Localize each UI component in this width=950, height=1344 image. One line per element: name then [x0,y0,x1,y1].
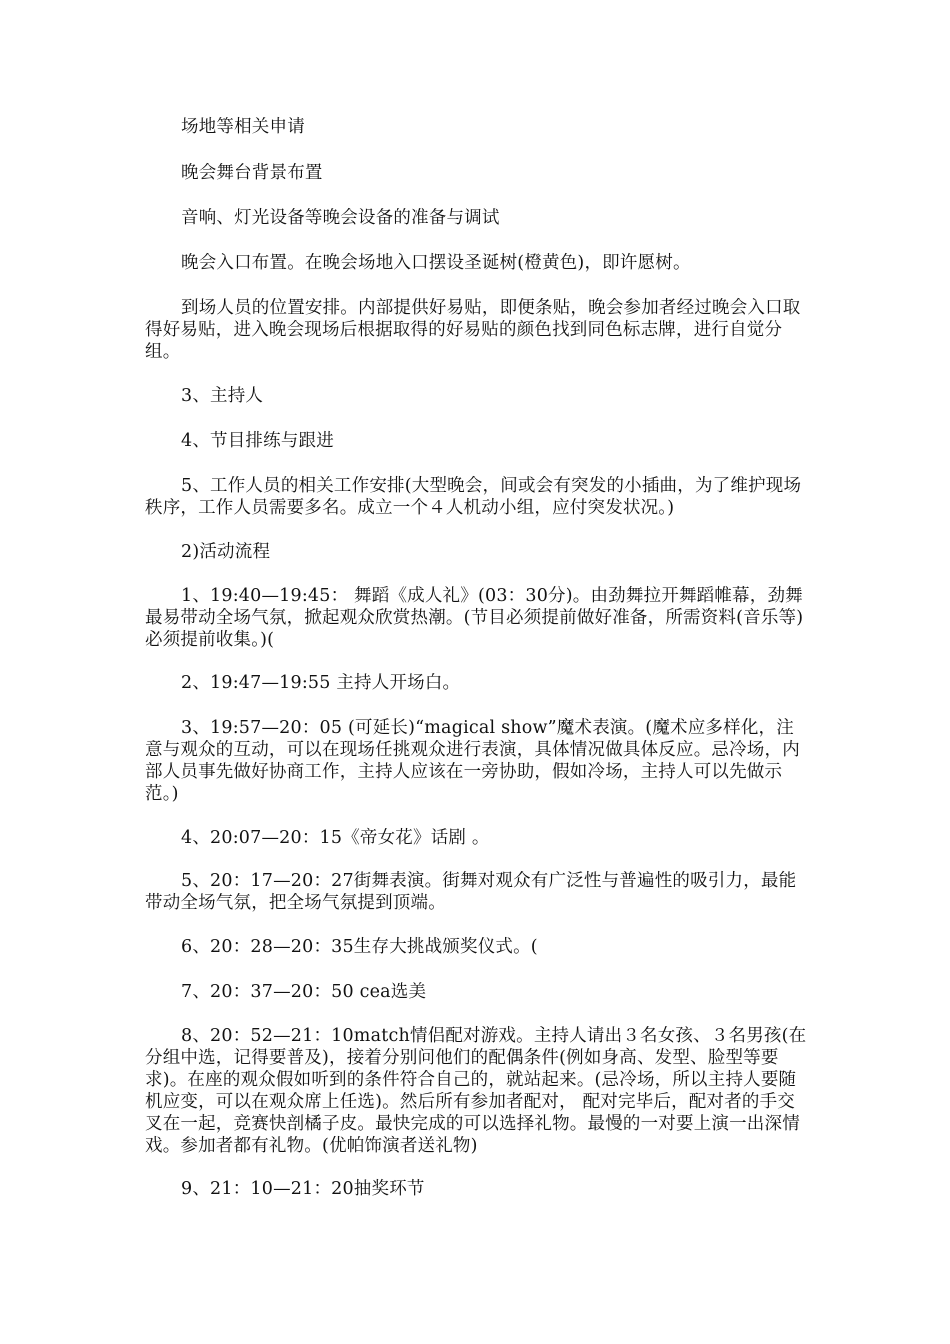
paragraph-venue-application: 场地等相关申请 [181,117,305,137]
paragraph-audio-lighting: 音响、灯光设备等晚会设备的准备与调试 [181,208,500,228]
paragraph-seating-arrangement: 到场人员的位置安排。内部提供好易贴，即便条贴，晚会参加者经过晚会入口取得好易贴，进入晚会现场后根据取得的好易贴的颜色找到同色标志牌，进行自觉分组。 [145,298,801,362]
paragraph-flow-item-6: 6、20：28—20：35生存大挑战颁奖仪式。( [181,937,538,957]
paragraph-flow-item-5: 5、20：17—20：27街舞表演。街舞对观众有广泛性与普遍性的吸引力，最能带动全场气氛，把全场气氛提到顶端。 [145,871,797,913]
paragraph-rehearsal: 4、节目排练与跟进 [181,431,334,451]
paragraph-flow-item-9: 9、21：10—21：20抽奖环节 [181,1179,425,1199]
paragraph-staff-arrangement: 5、工作人员的相关工作安排(大型晚会，间或会有突发的小插曲，为了维护现场秩序，工作人员需要多名。成立一个４人机动小组，应付突发状况。) [145,476,802,518]
paragraph-activity-flow-heading: 2)活动流程 [181,542,271,562]
paragraph-host: 3、主持人 [181,386,264,406]
paragraph-stage-background: 晚会舞台背景布置 [181,163,323,183]
paragraph-flow-item-3: 3、19:57—20：05 (可延长)“magical show”魔术表演。(魔术应多样化，注意与观众的互动，可以在现场任挑观众进行表演，具体情况做具体反应。忌冷场，内部人员事先做好协商工作，主持人应该在一旁协助，假如冷场，主持人可以先做示范。) [145,718,800,804]
paragraph-flow-item-4: 4、20:07—20：15《帝女花》话剧 。 [181,828,490,848]
paragraph-entrance-layout: 晚会入口布置。在晚会场地入口摆设圣诞树(橙黄色)，即许愿树。 [181,253,691,273]
paragraph-flow-item-7: 7、20：37—20：50 cea选美 [181,982,427,1002]
paragraph-flow-item-1: 1、19:40—19:45： 舞蹈《成人礼》(03：30分)。由劲舞拉开舞蹈帷幕，劲舞最易带动全场气氛，掀起观众欣赏热潮。(节目必须提前做好准备，所需资料(音乐等)必须提前收集。)( [145,586,804,650]
paragraph-flow-item-2: 2、19:47—19:55 主持人开场白。 [181,673,461,693]
paragraph-flow-item-8: 8、20：52—21：10match情侣配对游戏。主持人请出３名女孩、３名男孩(在分组中选，记得要普及)，接着分别问他们的配偶条件(例如身高、发型、脸型等要求)。在座的观众假如听到的条件符合自己的，就站起来。(忌冷场，所以主持人要随机应变，可以在观众席上任选)。然后所有参加者配对， 配对完毕后，配对者的手交叉在一起，竞赛快剖橘子皮。最快完成的可以选择礼物。最慢的一对要上演一出深情戏。参加者都有礼物。(优帕饰演者送礼物) [145,1026,807,1156]
